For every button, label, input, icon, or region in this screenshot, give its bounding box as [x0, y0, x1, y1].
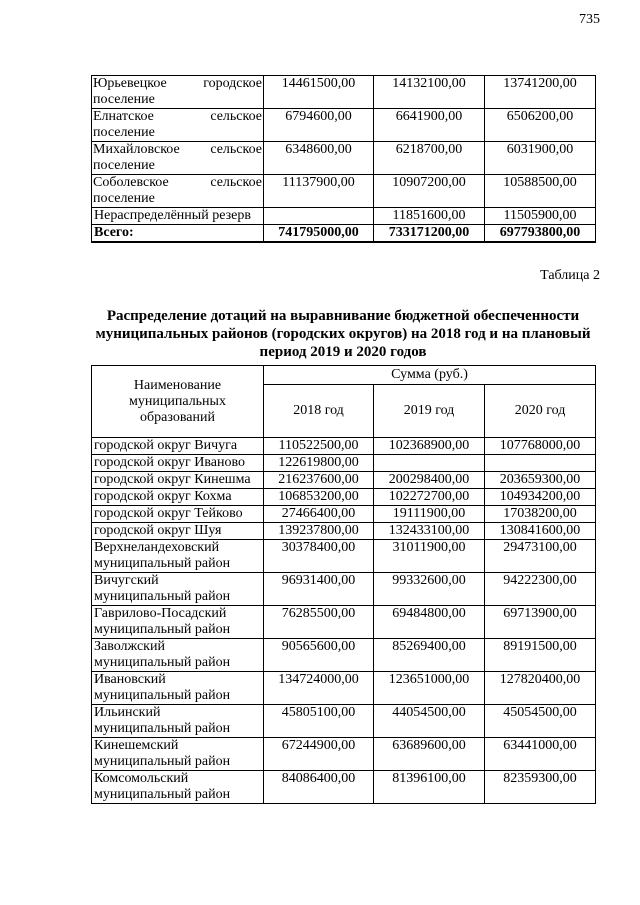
- row-name: городской округ Тейково: [92, 506, 264, 523]
- value-2019: 200298400,00: [374, 472, 485, 489]
- value-2018: 90565600,00: [264, 639, 374, 672]
- value-2019: [374, 455, 485, 472]
- value-2018: 216237600,00: [264, 472, 374, 489]
- value-2019: 81396100,00: [374, 771, 485, 804]
- header-2020: 2020 год: [485, 385, 596, 438]
- table-row: [92, 455, 596, 472]
- value-2019: 132433100,00: [374, 523, 485, 540]
- reserve-row: [92, 208, 596, 225]
- value-2019: 102272700,00: [374, 489, 485, 506]
- table-row: [92, 639, 596, 672]
- value-2020: 29473100,00: [485, 540, 596, 573]
- value-2019: 10907200,00: [374, 175, 485, 208]
- value-2018: 106853200,00: [264, 489, 374, 506]
- header-2019: 2019 год: [374, 385, 485, 438]
- table-row: [92, 438, 596, 455]
- value-2018: 76285500,00: [264, 606, 374, 639]
- value-2020: 11505900,00: [485, 208, 596, 225]
- total-2019: 733171200,00: [374, 225, 485, 243]
- value-2019: 69484800,00: [374, 606, 485, 639]
- value-2019: 6218700,00: [374, 142, 485, 175]
- row-name: Юрьевецкое городское поселение: [93, 76, 262, 107]
- table-row: [92, 705, 596, 738]
- value-2019: 14132100,00: [374, 76, 485, 109]
- value-2018: 30378400,00: [264, 540, 374, 573]
- total-label: Всего:: [92, 225, 264, 243]
- value-2019: 44054500,00: [374, 705, 485, 738]
- reserve-name: Нераспределённый резерв: [92, 208, 264, 225]
- row-name: городской округ Кохма: [92, 489, 264, 506]
- value-2020: 45054500,00: [485, 705, 596, 738]
- value-2019: 63689600,00: [374, 738, 485, 771]
- value-2018: 84086400,00: [264, 771, 374, 804]
- value-2018: 27466400,00: [264, 506, 374, 523]
- page-number: 735: [579, 12, 600, 27]
- table-2-label: Таблица 2: [540, 268, 600, 283]
- value-2018: 139237800,00: [264, 523, 374, 540]
- value-2019: 31011900,00: [374, 540, 485, 573]
- table-row: [92, 506, 596, 523]
- value-2018: 45805100,00: [264, 705, 374, 738]
- header-2018: 2018 год: [264, 385, 374, 438]
- row-name: Елнатское сельское поселение: [93, 109, 262, 140]
- row-name: Вичугский муниципальный район: [92, 573, 264, 606]
- value-2019: 99332600,00: [374, 573, 485, 606]
- table-2: [91, 365, 596, 804]
- table-2-heading: Распределение дотаций на выравнивание бюджетной обеспеченности муниципальных районов (городских округов) на 2018 год и на плановый период 2019 и 2020 годов: [95, 308, 591, 360]
- row-name: Заволжский муниципальный район: [92, 639, 264, 672]
- value-2019: 102368900,00: [374, 438, 485, 455]
- table-row: [92, 573, 596, 606]
- value-2020: 89191500,00: [485, 639, 596, 672]
- row-name: Ильинский муниципальный район: [92, 705, 264, 738]
- row-name: городской округ Иваново: [92, 455, 264, 472]
- value-2020: 13741200,00: [485, 76, 596, 109]
- table-row: [92, 672, 596, 705]
- value-2018: 96931400,00: [264, 573, 374, 606]
- value-2018: [264, 208, 374, 225]
- total-row: [92, 225, 596, 243]
- value-2018: 110522500,00: [264, 438, 374, 455]
- table-row: [92, 175, 596, 208]
- value-2020: 82359300,00: [485, 771, 596, 804]
- row-name: Михайловское сельское поселение: [93, 142, 262, 173]
- value-2019: 85269400,00: [374, 639, 485, 672]
- value-2018: 11137900,00: [264, 175, 374, 208]
- value-2018: 6794600,00: [264, 109, 374, 142]
- table-row: [92, 109, 596, 142]
- row-name: Верхнеландеховский муниципальный район: [92, 540, 264, 573]
- row-name: городской округ Шуя: [92, 523, 264, 540]
- row-name: Соболевское сельское поселение: [93, 175, 262, 206]
- value-2020: 10588500,00: [485, 175, 596, 208]
- total-2018: 741795000,00: [264, 225, 374, 243]
- header-sum-column: Сумма (руб.): [264, 366, 596, 385]
- row-name: Гаврилово-Посадский муниципальный район: [92, 606, 264, 639]
- table-row: [92, 606, 596, 639]
- value-2019: 6641900,00: [374, 109, 485, 142]
- value-2019: 11851600,00: [374, 208, 485, 225]
- row-name: городской округ Вичуга: [92, 438, 264, 455]
- value-2020: 104934200,00: [485, 489, 596, 506]
- row-name: Комсомольский муниципальный район: [92, 771, 264, 804]
- table-row: [92, 472, 596, 489]
- header-name-column: Наименование муниципальных образований: [92, 366, 264, 438]
- value-2018: 122619800,00: [264, 455, 374, 472]
- table-row: [92, 489, 596, 506]
- value-2019: 123651000,00: [374, 672, 485, 705]
- value-2018: 6348600,00: [264, 142, 374, 175]
- row-name: городской округ Кинешма: [92, 472, 264, 489]
- value-2020: 127820400,00: [485, 672, 596, 705]
- value-2020: 6031900,00: [485, 142, 596, 175]
- table-1-body: [92, 76, 596, 243]
- total-2020: 697793800,00: [485, 225, 596, 243]
- value-2020: 107768000,00: [485, 438, 596, 455]
- value-2020: 6506200,00: [485, 109, 596, 142]
- value-2020: [485, 455, 596, 472]
- table-row: [92, 540, 596, 573]
- value-2018: 67244900,00: [264, 738, 374, 771]
- value-2020: 63441000,00: [485, 738, 596, 771]
- value-2018: 14461500,00: [264, 76, 374, 109]
- value-2019: 19111900,00: [374, 506, 485, 523]
- table-row: [92, 76, 596, 109]
- row-name: Кинешемский муниципальный район: [92, 738, 264, 771]
- value-2020: 69713900,00: [485, 606, 596, 639]
- row-name: Ивановский муниципальный район: [92, 672, 264, 705]
- table-row: [92, 523, 596, 540]
- table-row: [92, 738, 596, 771]
- table-1: [91, 75, 596, 243]
- value-2020: 203659300,00: [485, 472, 596, 489]
- value-2020: 17038200,00: [485, 506, 596, 523]
- table-row: [92, 771, 596, 804]
- value-2020: 94222300,00: [485, 573, 596, 606]
- value-2018: 134724000,00: [264, 672, 374, 705]
- value-2020: 130841600,00: [485, 523, 596, 540]
- table-row: [92, 142, 596, 175]
